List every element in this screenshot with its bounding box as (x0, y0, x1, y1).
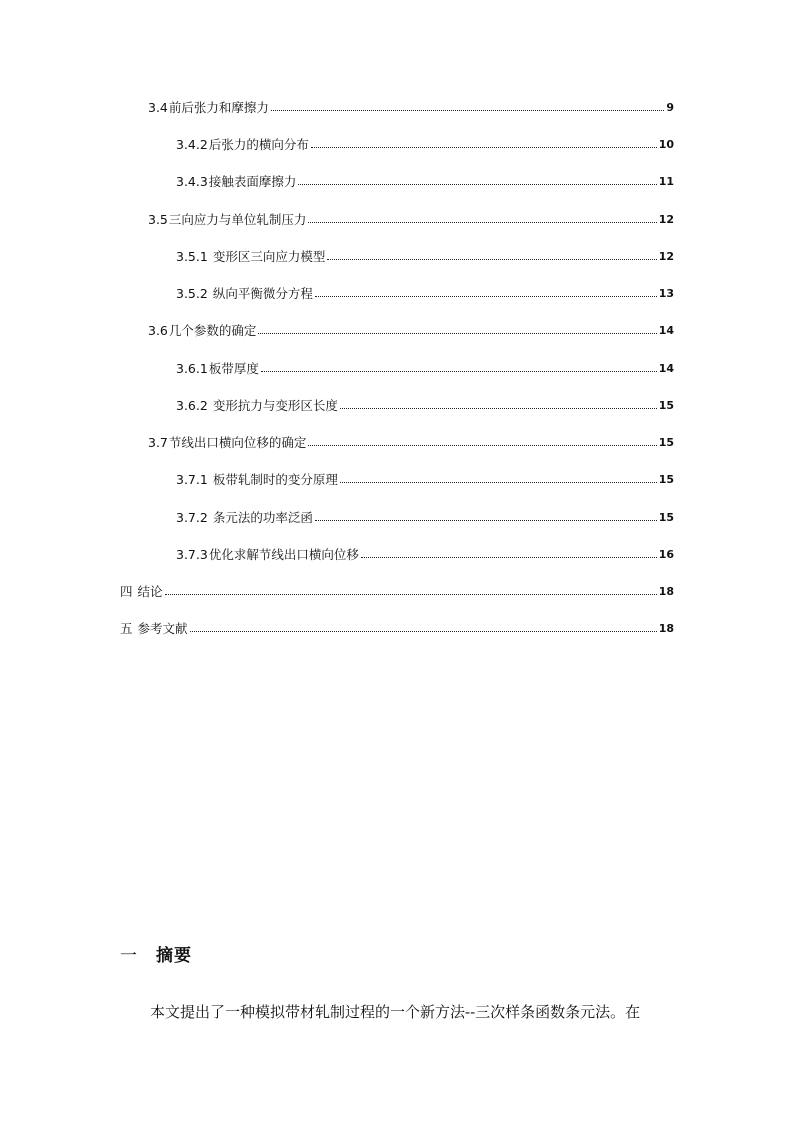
toc-entry[interactable] (176, 247, 674, 267)
toc-page-number: 15 (658, 511, 674, 524)
section-title: 摘要 (156, 946, 192, 966)
toc-number: 3.7 (148, 435, 168, 450)
toc-leader (315, 295, 657, 297)
toc-number: 3.4.3 (176, 174, 208, 189)
toc-page-number: 16 (658, 548, 674, 561)
toc-leader (271, 109, 664, 111)
toc-title: 几个参数的确定 (168, 323, 257, 338)
toc-number: 3.4.2 (176, 137, 208, 152)
toc-title: 板带轧制时的变分原理 (212, 472, 338, 487)
toc-page-number: 14 (658, 324, 674, 337)
toc-leader (308, 221, 656, 223)
toc-leader (190, 630, 657, 632)
toc-leader (311, 146, 657, 148)
toc-leader (298, 183, 656, 185)
toc-number: 3.6.1 (176, 361, 208, 376)
toc-entry[interactable] (148, 98, 674, 118)
toc-entry[interactable] (120, 582, 674, 602)
toc-leader (258, 332, 656, 334)
toc-number: 3.7.3 (176, 547, 208, 562)
toc-title: 板带厚度 (208, 361, 259, 376)
toc-title: 优化求解节线出口横向位移 (208, 547, 359, 562)
toc-entry[interactable] (176, 470, 674, 490)
toc-entry[interactable] (176, 545, 674, 565)
toc-leader (340, 407, 657, 409)
toc-entry[interactable] (176, 396, 674, 416)
toc-page-number: 18 (658, 585, 674, 598)
toc-title: 变形区三向应力模型 (212, 249, 326, 264)
toc-number: 3.5.2 (176, 286, 208, 301)
body-paragraph: 本文提出了一种模拟带材轧制过程的一个新方法--三次样条函数条元法。在 (150, 1003, 641, 1021)
toc-title: 条元法的功率泛函 (212, 510, 313, 525)
toc-page-number: 9 (666, 101, 674, 114)
toc-number: 3.5 (148, 212, 168, 227)
toc-title: 节线出口横向位移的确定 (168, 435, 307, 450)
toc-page-number: 14 (658, 362, 674, 375)
toc-page-number: 15 (658, 473, 674, 486)
toc-leader (308, 444, 656, 446)
toc-leader (327, 258, 656, 260)
toc-number: 3.7.1 (176, 472, 208, 487)
toc-entry[interactable] (148, 321, 674, 341)
toc-page-number: 10 (658, 138, 674, 151)
toc-title: 纵向平衡微分方程 (212, 286, 313, 301)
toc-page-number: 15 (658, 399, 674, 412)
toc-number: 3.4 (148, 100, 168, 115)
toc-page-number: 12 (658, 250, 674, 263)
toc-entry[interactable] (176, 284, 674, 304)
toc-entry[interactable] (120, 619, 674, 639)
toc-leader (315, 519, 657, 521)
toc-title: 结论 (137, 584, 163, 599)
toc-title: 参考文献 (137, 621, 188, 636)
toc-entry[interactable] (176, 135, 674, 155)
toc-number: 四 (120, 584, 133, 599)
toc-number: 3.6.2 (176, 398, 208, 413)
toc-entry[interactable] (176, 172, 674, 192)
toc-entry[interactable] (148, 433, 674, 453)
toc-number: 五 (120, 621, 133, 636)
toc-leader (165, 593, 657, 595)
toc-entry[interactable] (148, 210, 674, 230)
section-heading (120, 941, 192, 966)
toc-title: 前后张力和摩擦力 (168, 100, 269, 115)
toc-title: 三向应力与单位轧制压力 (168, 212, 307, 227)
toc-page-number: 15 (658, 436, 674, 449)
toc-entry[interactable] (176, 359, 674, 379)
toc-page-number: 12 (658, 213, 674, 226)
toc-page-number: 13 (658, 287, 674, 300)
toc-title: 变形抗力与变形区长度 (212, 398, 338, 413)
toc-title: 接触表面摩擦力 (208, 174, 297, 189)
toc-number: 3.6 (148, 323, 168, 338)
toc-page-number: 11 (658, 175, 674, 188)
toc-title: 后张力的横向分布 (208, 137, 309, 152)
toc-entry[interactable] (176, 508, 674, 528)
toc-leader (361, 556, 657, 558)
toc-leader (340, 481, 657, 483)
toc-page-number: 18 (658, 622, 674, 635)
section-number: 一 (120, 946, 138, 966)
toc-number: 3.5.1 (176, 249, 208, 264)
toc-number: 3.7.2 (176, 510, 208, 525)
toc-leader (261, 370, 657, 372)
